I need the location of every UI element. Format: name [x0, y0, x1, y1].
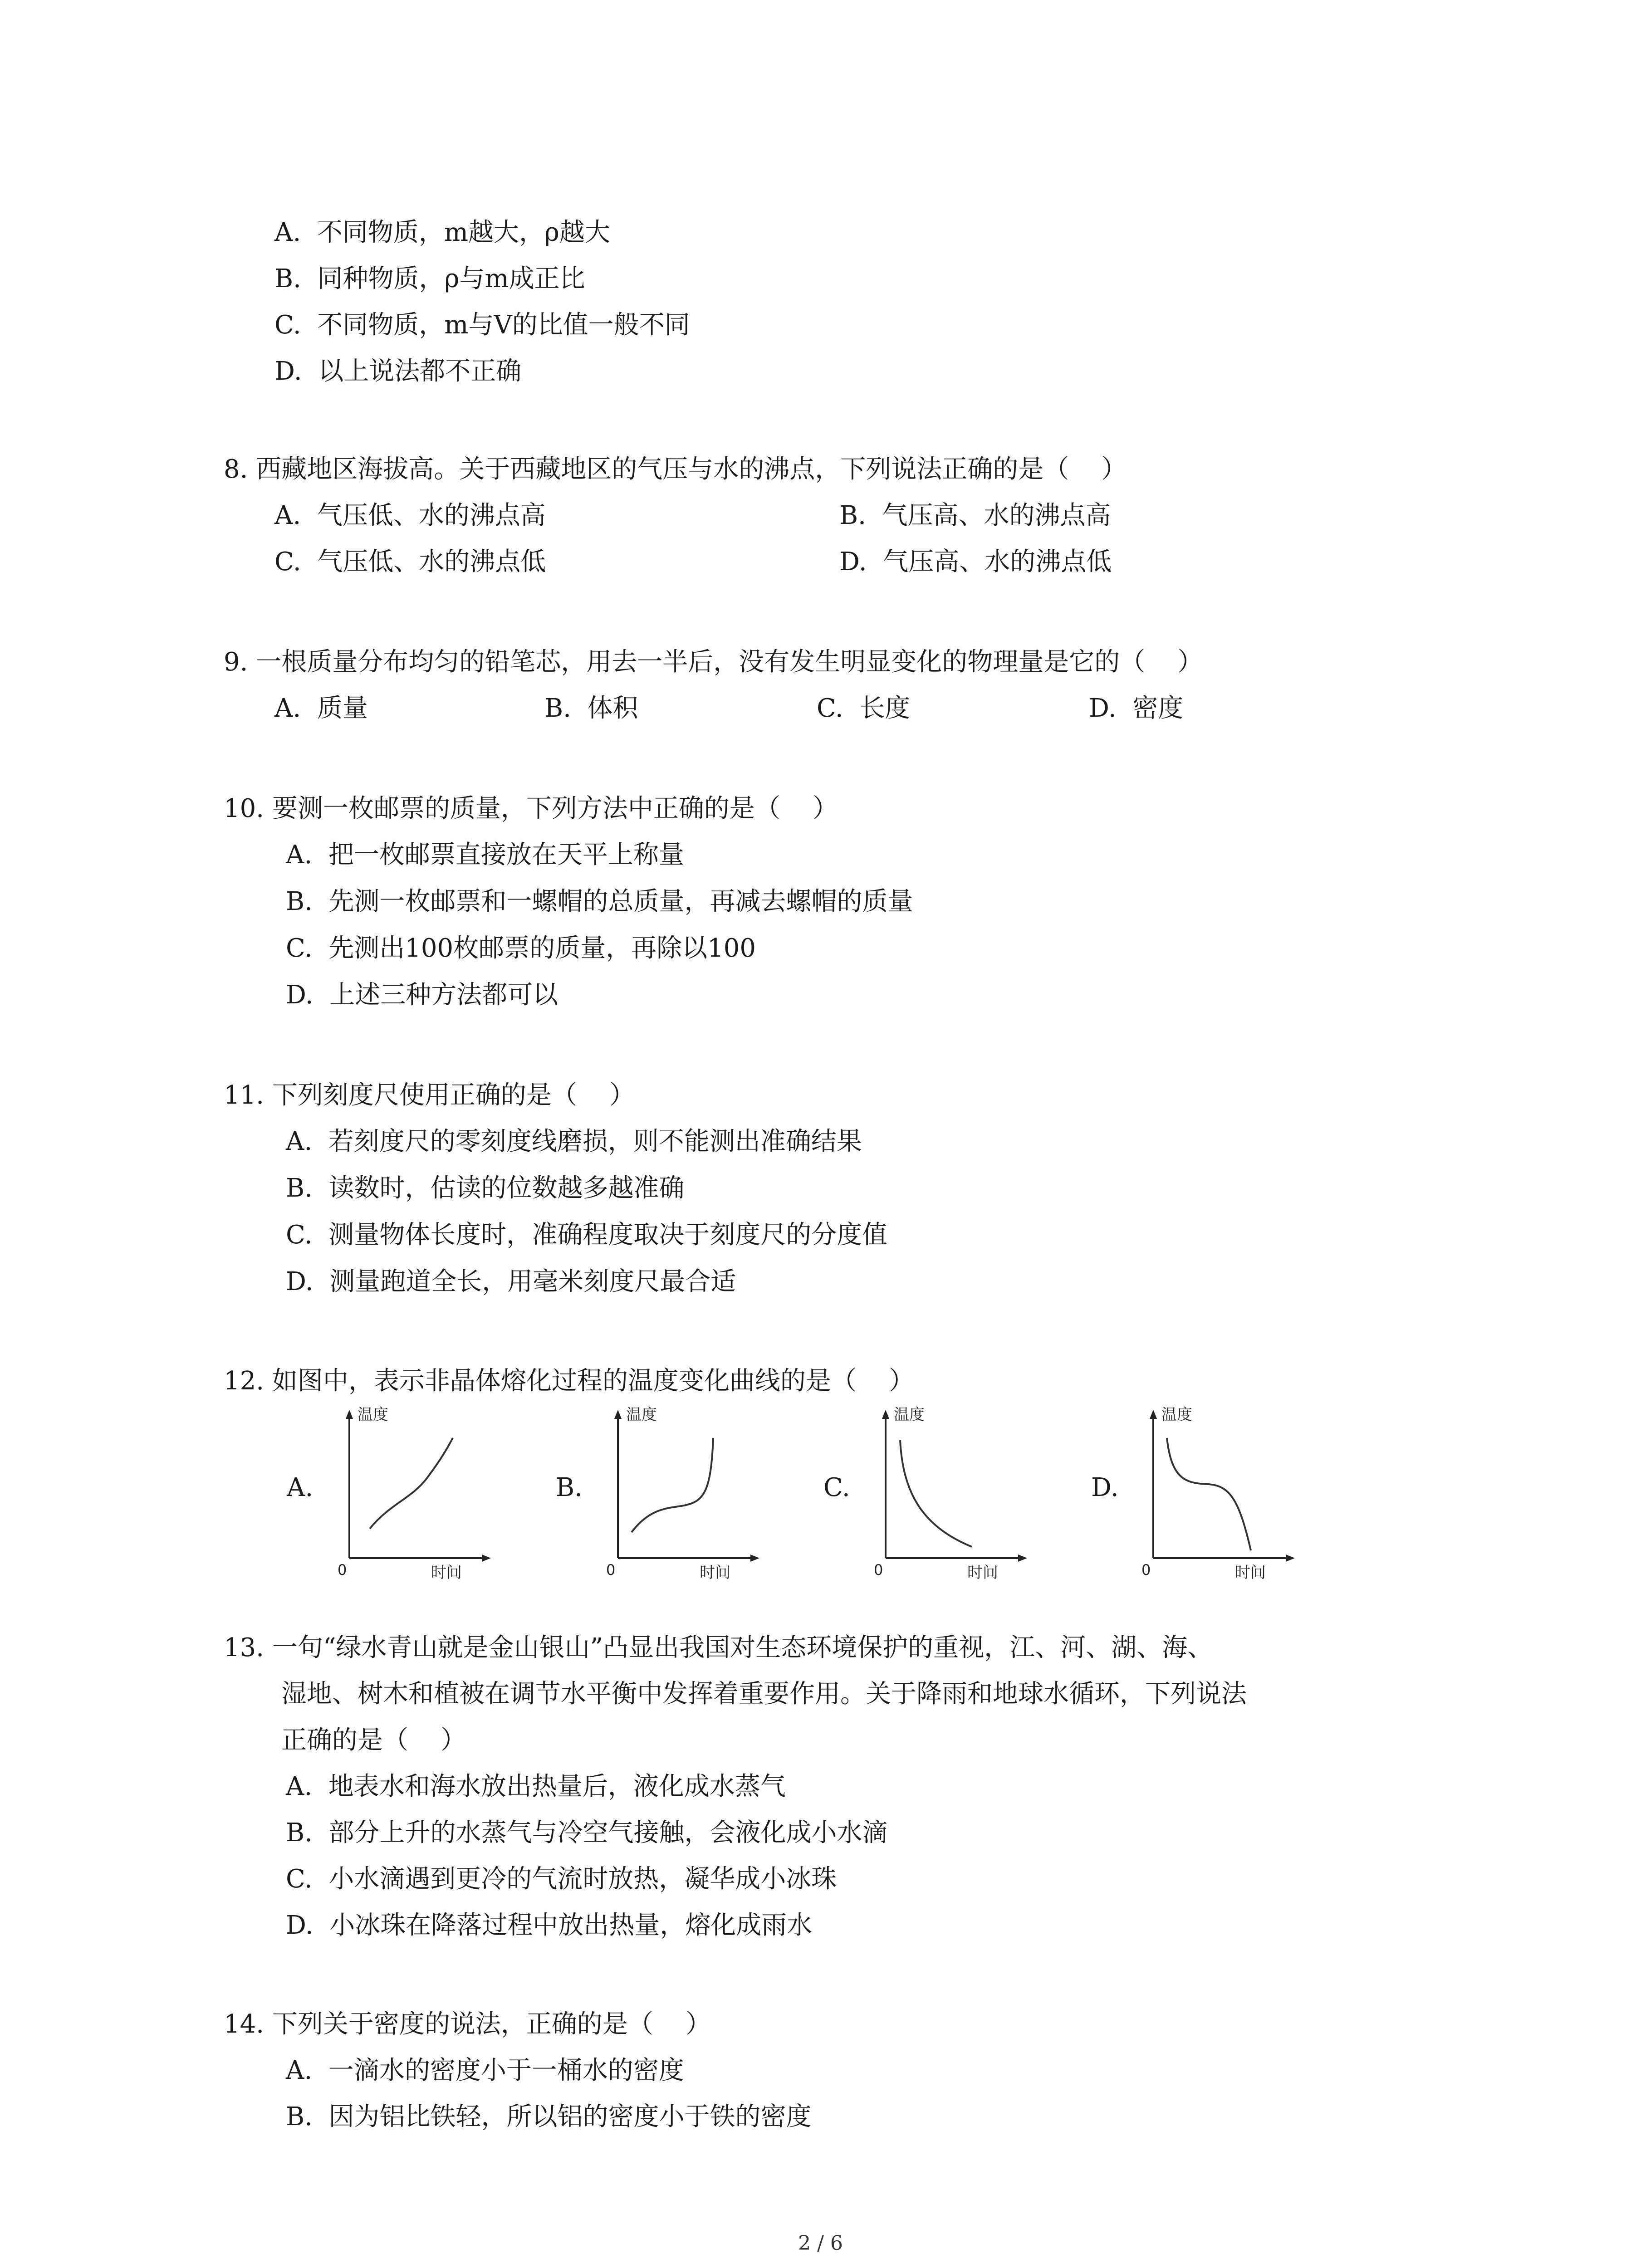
q10-stem: 10. 要测一枚邮票的质量，下列方法中正确的是（ ） — [224, 794, 838, 823]
graph-a — [331, 1406, 495, 1582]
q13-option-b: B. 部分上升的水蒸气与冷空气接触，会液化成小水滴 — [286, 1818, 888, 1848]
graph-a-label: A. — [287, 1473, 314, 1502]
q7-option-a: A. 不同物质，m越大，ρ越大 — [274, 218, 610, 247]
page-number: 2 / 6 — [798, 2232, 843, 2255]
graph-c-label: C. — [823, 1473, 850, 1502]
q9-option-d: D. 密度 — [1089, 694, 1184, 723]
graph-d — [1135, 1406, 1298, 1582]
graph-c-origin: 0 — [874, 1561, 883, 1579]
q14-stem: 14. 下列关于密度的说法，正确的是（ ） — [224, 2009, 711, 2039]
q13-option-d: D. 小冰珠在降落过程中放出热量，熔化成雨水 — [286, 1911, 813, 1940]
graph-c-x-arrow — [1018, 1554, 1027, 1562]
graph-b-origin: 0 — [606, 1561, 616, 1579]
graph-c-y-title: 温度 — [894, 1406, 925, 1424]
graph-d-x-arrow — [1286, 1554, 1295, 1562]
graph-c — [867, 1406, 1031, 1582]
graph-b-label: B. — [556, 1473, 583, 1502]
q14-option-a: A. 一滴水的密度小于一桶水的密度 — [286, 2056, 684, 2085]
q13-option-c: C. 小水滴遇到更冷的气流时放热，凝华成小冰珠 — [286, 1864, 837, 1894]
q7-option-d: D. 以上说法都不正确 — [274, 357, 522, 386]
q7-option-c: C. 不同物质，m与V的比值一般不同 — [274, 310, 690, 340]
graph-a-y-title: 温度 — [358, 1406, 388, 1424]
graph-a-x-title: 时间 — [431, 1564, 462, 1582]
graph-b — [600, 1406, 763, 1582]
graph-b-y-arrow — [614, 1410, 622, 1419]
graph-b-y-title: 温度 — [626, 1406, 657, 1424]
q8-stem: 8. 西藏地区海拔高。关于西藏地区的气压与水的沸点，下列说法正确的是（ ） — [224, 455, 1127, 484]
q8-option-b: B. 气压高、水的沸点高 — [839, 501, 1111, 530]
graph-d-x-title: 时间 — [1235, 1564, 1266, 1582]
q13-stem-line-1: 13. 一句“绿水青山就是金山银山”凸显出我国对生态环境保护的重视，江、河、湖、海、 — [224, 1633, 1213, 1662]
graph-a-y-arrow — [346, 1410, 353, 1419]
graph-b-x-title: 时间 — [700, 1564, 730, 1582]
q11-option-d: D. 测量跑道全长，用毫米刻度尺最合适 — [286, 1267, 736, 1296]
graph-c-y-arrow — [882, 1410, 889, 1419]
q8-option-d: D. 气压高、水的沸点低 — [839, 547, 1112, 577]
graph-b-curve — [632, 1438, 713, 1532]
q9-option-a: A. 质量 — [274, 694, 368, 723]
q13-option-a: A. 地表水和海水放出热量后，液化成水蒸气 — [286, 1772, 786, 1801]
q10-option-d: D. 上述三种方法都可以 — [286, 980, 558, 1010]
q9-option-c: C. 长度 — [817, 694, 911, 723]
graph-a-x-arrow — [482, 1554, 491, 1562]
graph-a-curve — [370, 1438, 453, 1529]
graph-d-y-arrow — [1150, 1410, 1157, 1419]
q9-stem: 9. 一根质量分布均匀的铅笔芯，用去一半后，没有发生明显变化的物理量是它的（ ） — [224, 647, 1203, 677]
q11-option-a: A. 若刻度尺的零刻度线磨损，则不能测出准确结果 — [286, 1127, 862, 1156]
graph-d-label: D. — [1091, 1473, 1119, 1502]
graph-c-curve — [900, 1440, 972, 1547]
q7-option-b: B. 同种物质，ρ与m成正比 — [274, 264, 585, 293]
q13-stem-line-2: 湿地、树木和植被在调节水平衡中发挥着重要作用。关于降雨和地球水循环，下列说法 — [281, 1679, 1247, 1709]
q11-stem: 11. 下列刻度尺使用正确的是（ ） — [224, 1080, 635, 1110]
q9-option-b: B. 体积 — [544, 694, 638, 723]
q13-stem-line-3: 正确的是（ ） — [281, 1725, 466, 1755]
q14-option-b: B. 因为铝比铁轻，所以铝的密度小于铁的密度 — [286, 2102, 812, 2131]
graph-a-origin: 0 — [338, 1561, 347, 1579]
q8-option-a: A. 气压低、水的沸点高 — [274, 501, 546, 530]
q10-option-b: B. 先测一枚邮票和一螺帽的总质量，再减去螺帽的质量 — [286, 887, 913, 916]
q12-stem: 12. 如图中，表示非晶体熔化过程的温度变化曲线的是（ ） — [224, 1366, 915, 1396]
q11-option-c: C. 测量物体长度时，准确程度取决于刻度尺的分度值 — [286, 1220, 888, 1250]
graph-c-x-title: 时间 — [967, 1564, 998, 1582]
graph-d-curve — [1167, 1438, 1251, 1550]
q11-option-b: B. 读数时，估读的位数越多越准确 — [286, 1173, 685, 1203]
q10-option-a: A. 把一枚邮票直接放在天平上称量 — [286, 840, 684, 870]
q10-option-c: C. 先测出100枚邮票的质量，再除以100 — [286, 934, 756, 963]
graph-d-origin: 0 — [1141, 1561, 1151, 1579]
q8-option-c: C. 气压低、水的沸点低 — [274, 547, 546, 577]
graph-b-x-arrow — [750, 1554, 759, 1562]
graph-d-y-title: 温度 — [1161, 1406, 1192, 1424]
